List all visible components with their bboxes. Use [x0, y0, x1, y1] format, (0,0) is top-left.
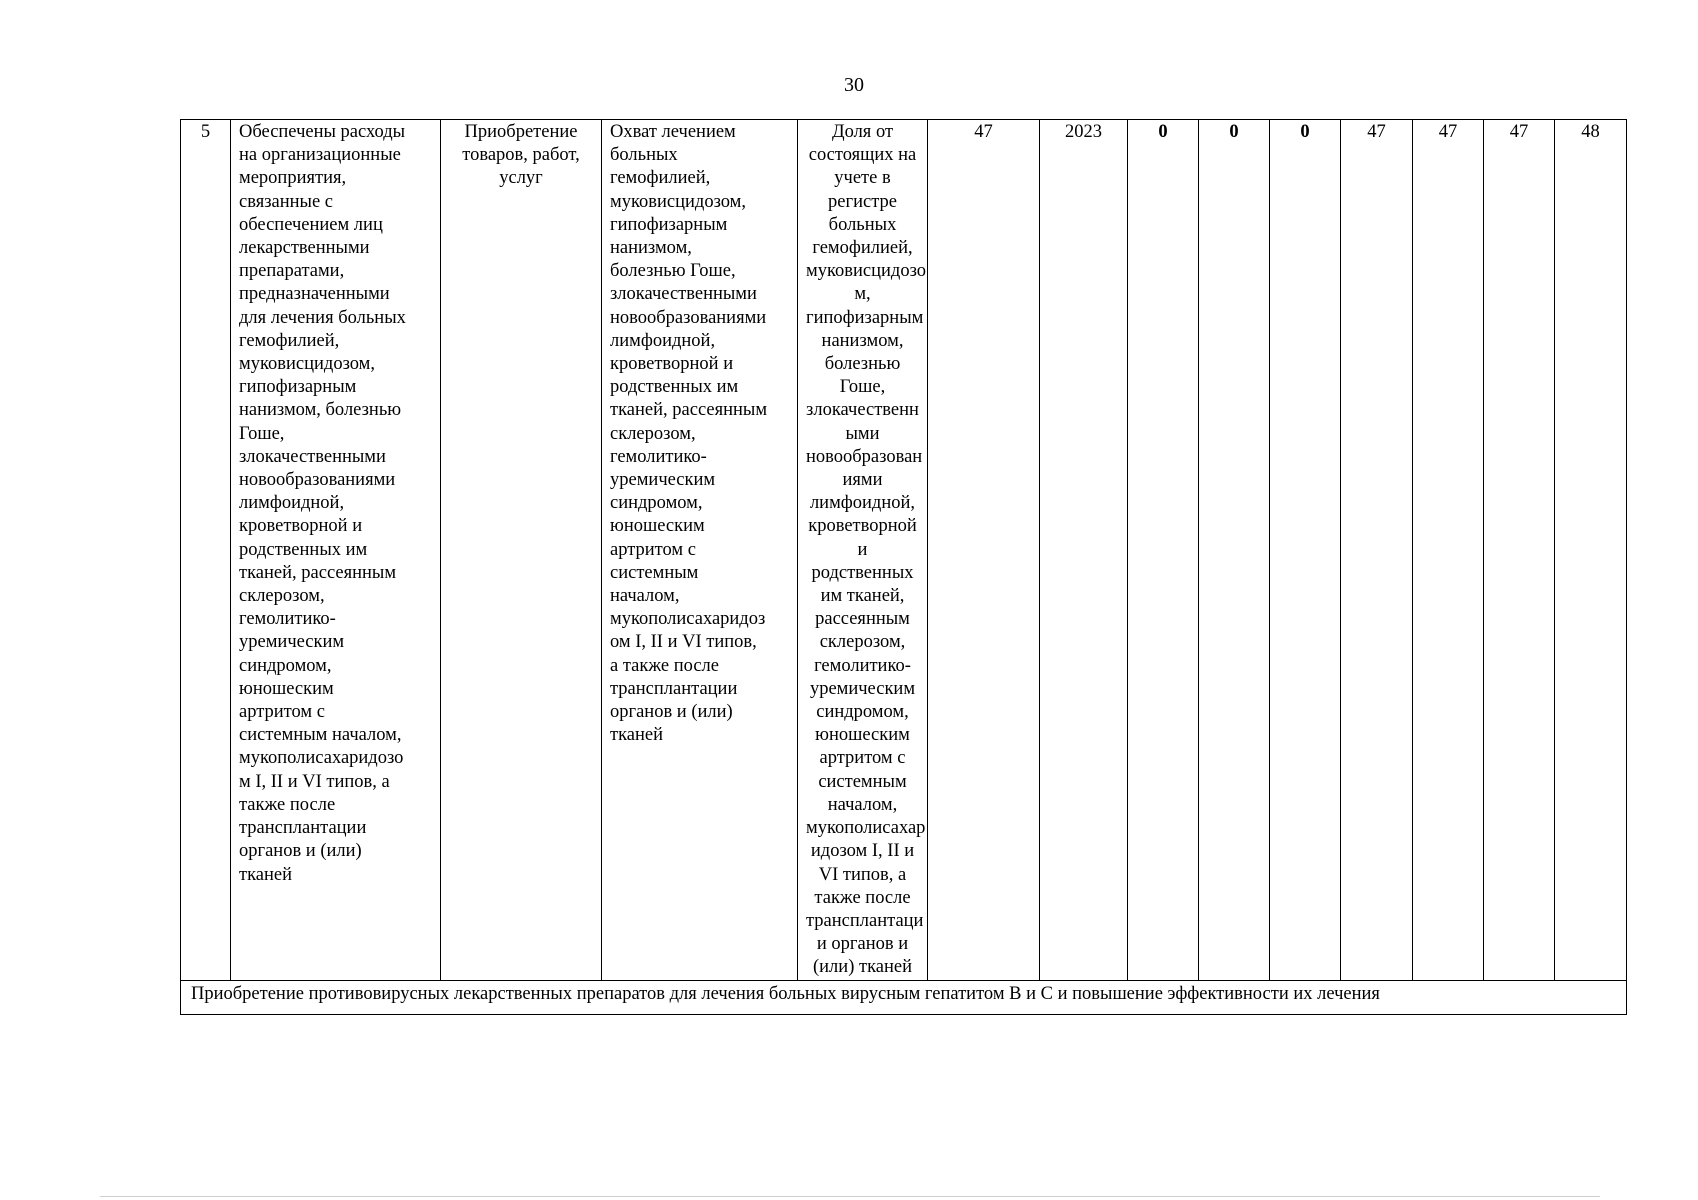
result-cell	[231, 120, 441, 981]
value-1: 0	[1158, 122, 1168, 142]
page-number: 30	[844, 74, 864, 96]
value-cell-6	[1484, 120, 1555, 981]
value-3: 0	[1300, 122, 1310, 142]
unit-text: Доля от состоящих на учете в регистре больных гемофилией, муковисцидозо м, гипофизарным нанизмом, болезнью Гоше, злокачественн ыми новообразован иями лимфоидной, кроветворной и родственных им тканей, рассеянным склерозом, гемолитико- уремическим синдромом, юношеским артритом с системным началом, мукополисахар идозом I, II и VI типов, а также после трансплантаци и органов и (или) тканей	[806, 122, 927, 978]
value-cell-7	[1555, 120, 1627, 981]
value-cell-2	[1199, 120, 1270, 981]
document-table	[180, 119, 1627, 1015]
indicator-text: Охват лечением больных гемофилией, муковисцидозом, гипофизарным нанизмом, болезнью Гоше, злокачественными новообразованиями лимфоидной, кроветворной и родственных им тканей, рассеянным склерозом, гемолитико- уремическим синдромом, юношеским артритом с системным началом, мукополисахаридоз ом I, II и VI типов, а также после трансплантации органов и (или) тканей	[610, 122, 768, 746]
row-index: 5	[200, 122, 211, 142]
value-2: 0	[1229, 122, 1239, 142]
value-cell-5	[1413, 120, 1484, 981]
indicator-cell	[602, 120, 798, 981]
value-7: 48	[1581, 122, 1600, 142]
result-text: Обеспечены расходы на организационные мероприятия, связанные с обеспечением лиц лекарственными препаратами, предназначенными для лечения больных гемофилией, муковисцидозом, гипофизарным нанизмом, болезнью Гоше, злокачественными новообразованиями лимфоидной, кроветворной и родственных им тканей, рассеянным склерозом, гемолитико- уремическим синдромом, юношеским артритом с системным началом, мукополисахаридозо м I, II и VI типов, а также после трансплантации органов и (или) тканей	[239, 122, 406, 885]
value-6: 47	[1509, 122, 1529, 142]
base-year: 2023	[1065, 122, 1102, 142]
row-index-cell	[181, 120, 231, 981]
section-header-cell	[181, 980, 1627, 1014]
type-cell	[441, 120, 602, 981]
base-year-cell	[1040, 120, 1128, 981]
base-value-cell	[928, 120, 1040, 981]
value-4: 47	[1367, 122, 1386, 142]
unit-cell	[798, 120, 928, 981]
value-cell-1	[1128, 120, 1199, 981]
value-5: 47	[1438, 122, 1458, 142]
table-row	[181, 120, 1627, 981]
base-value: 47	[974, 122, 993, 142]
value-cell-4	[1341, 120, 1413, 981]
section-header-text: Приобретение противовирусных лекарственных препаратов для лечения больных вирусным гепатитом В и С и повышение эффективности их лечения	[191, 983, 1380, 1004]
scan-artifact-line	[100, 1196, 1600, 1197]
type-text: Приобретение товаров, работ, услуг	[462, 122, 580, 189]
value-cell-3	[1270, 120, 1341, 981]
section-header-row	[181, 980, 1627, 1014]
